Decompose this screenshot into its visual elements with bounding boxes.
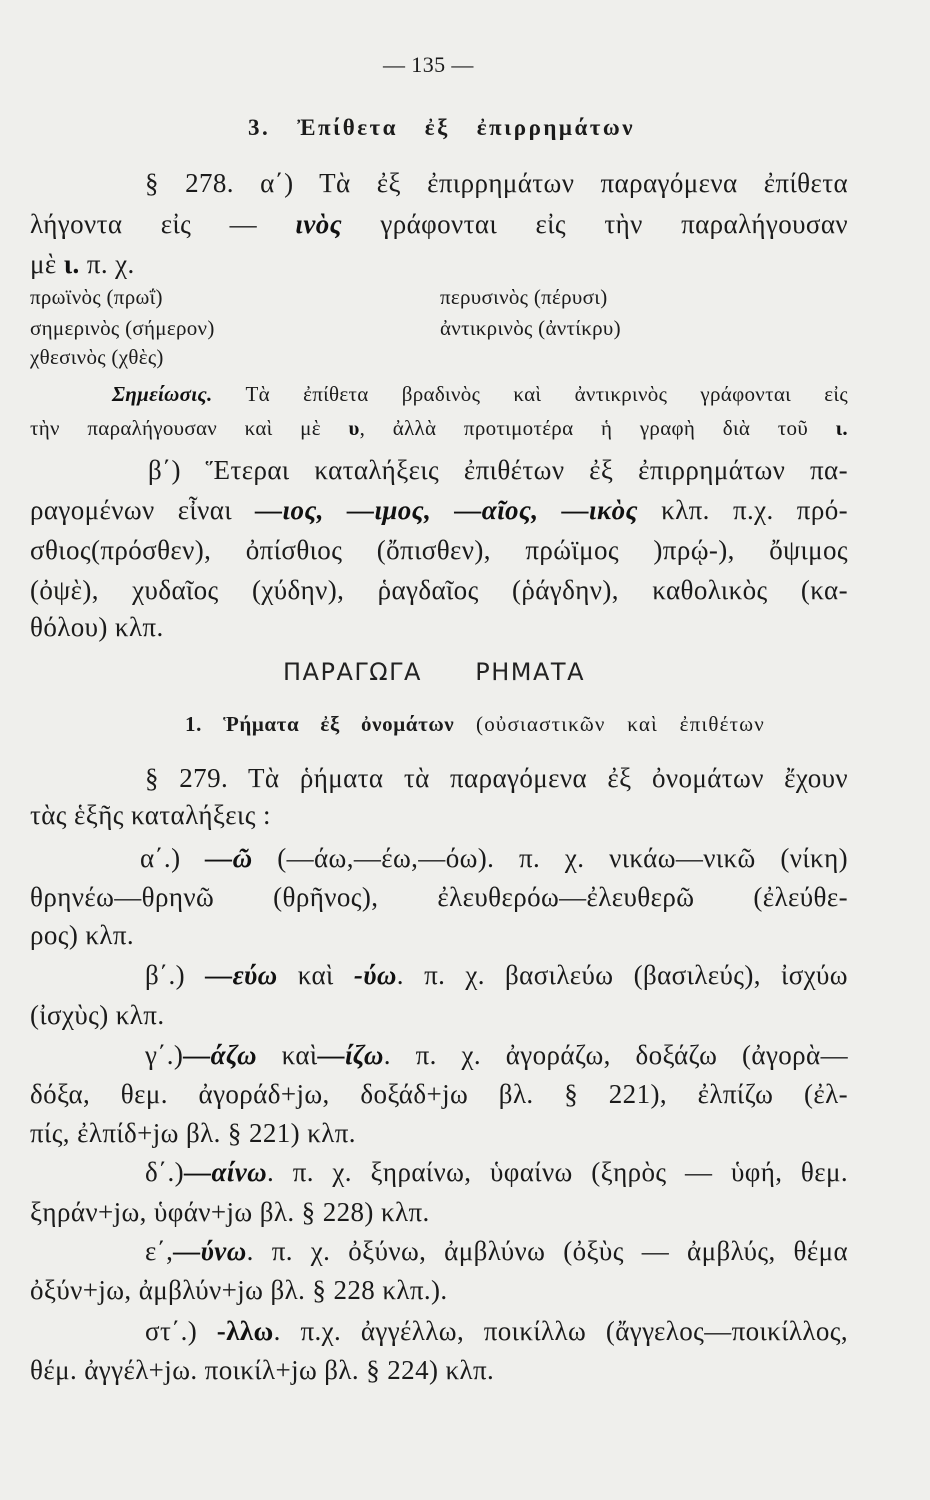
- endings-list: —ιος, —ιμος, —αῖος, —ικὸς: [255, 495, 638, 525]
- text-segment: β΄) Ἕτεραι καταλήξεις ἐπιθέτων ἐξ ἐπιρρημάτων πα-: [148, 455, 848, 485]
- ending-d-line-2: [30, 1195, 430, 1229]
- letter-iota: ι.: [63, 249, 80, 279]
- text-segment: β΄.): [145, 960, 206, 990]
- paragraph-278b-line-4: [30, 573, 848, 607]
- chapter-title: ΠΑΡΑΓΩΓΑ ΡΗΜΑΤΑ: [283, 658, 585, 686]
- text-segment: καὶ: [277, 960, 354, 990]
- text-segment: θέμ. ἀγγέλ+jω. ποικίλ+jω βλ. § 224) κλπ.: [30, 1355, 495, 1385]
- subsection-heading-note: (οὐσιαστικῶν καὶ ἐπιθέτων: [454, 712, 765, 736]
- ending-st-line-1: [145, 1314, 848, 1348]
- text-segment: κλπ. π.χ. πρό-: [638, 495, 848, 525]
- letter-iota: ι.: [835, 416, 848, 440]
- ending-g-line-2: [30, 1077, 848, 1111]
- page-number: — 135 —: [383, 52, 474, 77]
- example-left: χθεσινὸς (χθὲς): [30, 345, 164, 369]
- text-segment: τὰς ἑξῆς καταλήξεις :: [30, 800, 271, 830]
- ending-suffix: —ῶ: [205, 843, 253, 873]
- paragraph-279-line-2: [30, 798, 271, 832]
- ending-e-line-2: [30, 1273, 448, 1307]
- ending-suffix: —άζω: [183, 1040, 257, 1070]
- section-heading-adjectives: 3. Ἐπίθετα ἐξ ἐπιρρημάτων: [248, 115, 635, 140]
- text-segment: τὴν παραλήγουσαν καὶ μὲ: [30, 416, 349, 440]
- paragraph-278-line-2: [30, 207, 848, 241]
- paragraph-278b-line-1: [148, 453, 848, 487]
- text-segment: . π. χ. ὀξύνω, ἀμβλύνω (ὀξὺς — ἀμβλύς, θέμα: [246, 1236, 848, 1266]
- paragraph-278-line-1: [145, 166, 848, 200]
- ending-suffix: -λλω: [216, 1316, 274, 1346]
- ending-suffix: —ύνω: [173, 1236, 247, 1266]
- paragraph-278b-line-3: [30, 533, 848, 567]
- subsection-heading-main: 1. Ῥήματα ἐξ ὀνομάτων: [185, 712, 455, 736]
- text-segment: . π. χ. ξηραίνω, ὑφαίνω (ξηρὸς — ὑφή, θεμ.: [267, 1157, 848, 1187]
- ending-suffix: -ύω: [353, 960, 397, 990]
- ending-g-line-3: [30, 1116, 356, 1150]
- ending-b-line-1: [145, 958, 848, 992]
- text-segment: ὀξύν+jω, ἀμβλύν+jω βλ. § 228 κλπ.).: [30, 1275, 448, 1305]
- text-segment: α΄.): [140, 843, 206, 873]
- text-segment: ξηράν+jω, ὑφάν+jω βλ. § 228) κλπ.: [30, 1197, 430, 1227]
- paragraph-278b-line-5: [30, 610, 164, 644]
- text-segment: γράφονται εἰς τὴν παραλήγουσαν: [342, 209, 848, 239]
- paragraph-279-line-1: [145, 761, 848, 795]
- text-segment: , ἀλλὰ προτιμοτέρα ἡ γραφὴ διὰ τοῦ: [359, 416, 836, 440]
- text-segment: (—άω,—έω,—όω). π. χ. νικάω—νικῶ (νίκη): [252, 843, 848, 873]
- text-segment: σθιος(πρόσθεν), ὀπίσθιος (ὄπισθεν), πρώϊμος )πρῴ-), ὄψιμος: [30, 535, 848, 565]
- letter-upsilon: υ: [348, 416, 360, 440]
- example-left: σημερινὸς (σήμερον): [30, 316, 215, 340]
- text-segment: γ΄.): [145, 1040, 184, 1070]
- ending-st-line-2: [30, 1353, 494, 1387]
- note-label: Σημείωσις.: [112, 382, 213, 406]
- text-segment: δ΄.): [145, 1157, 185, 1187]
- ending-suffix: —ίζω: [317, 1040, 384, 1070]
- text-segment: θρηνέω—θρηνῶ (θρῆνος), ἐλευθερόω—ἐλευθερῶ (ἐλεύθε-: [30, 882, 848, 912]
- text-segment: § 278. α΄) Τὰ ἐξ ἐπιρρημάτων παραγόμενα ἐπίθετα: [145, 168, 848, 198]
- ending-a-line-3: [30, 918, 134, 952]
- text-segment: δόξα, θεμ. ἀγοράδ+jω, δοξάδ+jω βλ. § 221), ἐλπίζω (ἐλ-: [30, 1079, 848, 1109]
- ending-suffix: —εύω: [205, 960, 278, 990]
- text-segment: π. χ.: [79, 249, 135, 279]
- text-segment: § 279. Τὰ ῥήματα τὰ παραγόμενα ἐξ ὀνομάτων ἔχουν: [145, 763, 848, 793]
- ending-g-line-1: [145, 1038, 848, 1072]
- note-line-1: [112, 381, 848, 407]
- text-segment: ε΄,: [145, 1236, 174, 1266]
- example-right: ἀντικρινὸς (ἀντίκρυ): [440, 316, 621, 340]
- ending-ins: ινὸς: [295, 209, 343, 239]
- subsection-heading: [185, 708, 765, 738]
- text-segment: . π.χ. ἀγγέλλω, ποικίλλω (ἄγγελος—ποικίλλος,: [273, 1316, 848, 1346]
- text-segment: ραγομένων εἶναι: [30, 495, 256, 525]
- text-segment: . π. χ. ἀγοράζω, δοξάζω (ἀγορὰ—: [383, 1040, 848, 1070]
- example-right: περυσινὸς (πέρυσι): [440, 285, 608, 309]
- paragraph-278-line-3: [30, 247, 135, 281]
- text-segment: ρος) κλπ.: [30, 920, 135, 950]
- text-segment: λήγοντα εἰς —: [30, 209, 296, 239]
- text-segment: καὶ: [256, 1040, 318, 1070]
- paragraph-278b-line-2: [30, 493, 848, 527]
- example-left: πρωϊνὸς (πρωΐ): [30, 285, 163, 309]
- text-segment: μὲ: [30, 249, 64, 279]
- ending-e-line-1: [145, 1234, 848, 1268]
- text-segment: (ἰσχὺς) κλπ.: [30, 1000, 165, 1030]
- text-segment: πίς, ἐλπίδ+jω βλ. § 221) κλπ.: [30, 1118, 356, 1148]
- ending-a-line-1: [140, 841, 848, 875]
- text-segment: . π. χ. βασιλεύω (βασιλεύς), ἰσχύω: [396, 960, 848, 990]
- text-segment: Τὰ ἐπίθετα βραδινὸς καὶ ἀντικρινὸς γράφονται εἰς: [212, 382, 848, 406]
- ending-a-line-2: [30, 880, 848, 914]
- text-segment: (ὀψὲ), χυδαῖος (χύδην), ῥαγδαῖος (ῥάγδην), καθολικὸς (κα-: [30, 575, 848, 605]
- text-segment: στ΄.): [145, 1316, 217, 1346]
- ending-suffix: —αίνω: [184, 1157, 268, 1187]
- ending-d-line-1: [145, 1155, 848, 1189]
- ending-b-line-2: [30, 998, 164, 1032]
- text-segment: θόλου) κλπ.: [30, 612, 164, 642]
- note-line-2: [30, 415, 848, 441]
